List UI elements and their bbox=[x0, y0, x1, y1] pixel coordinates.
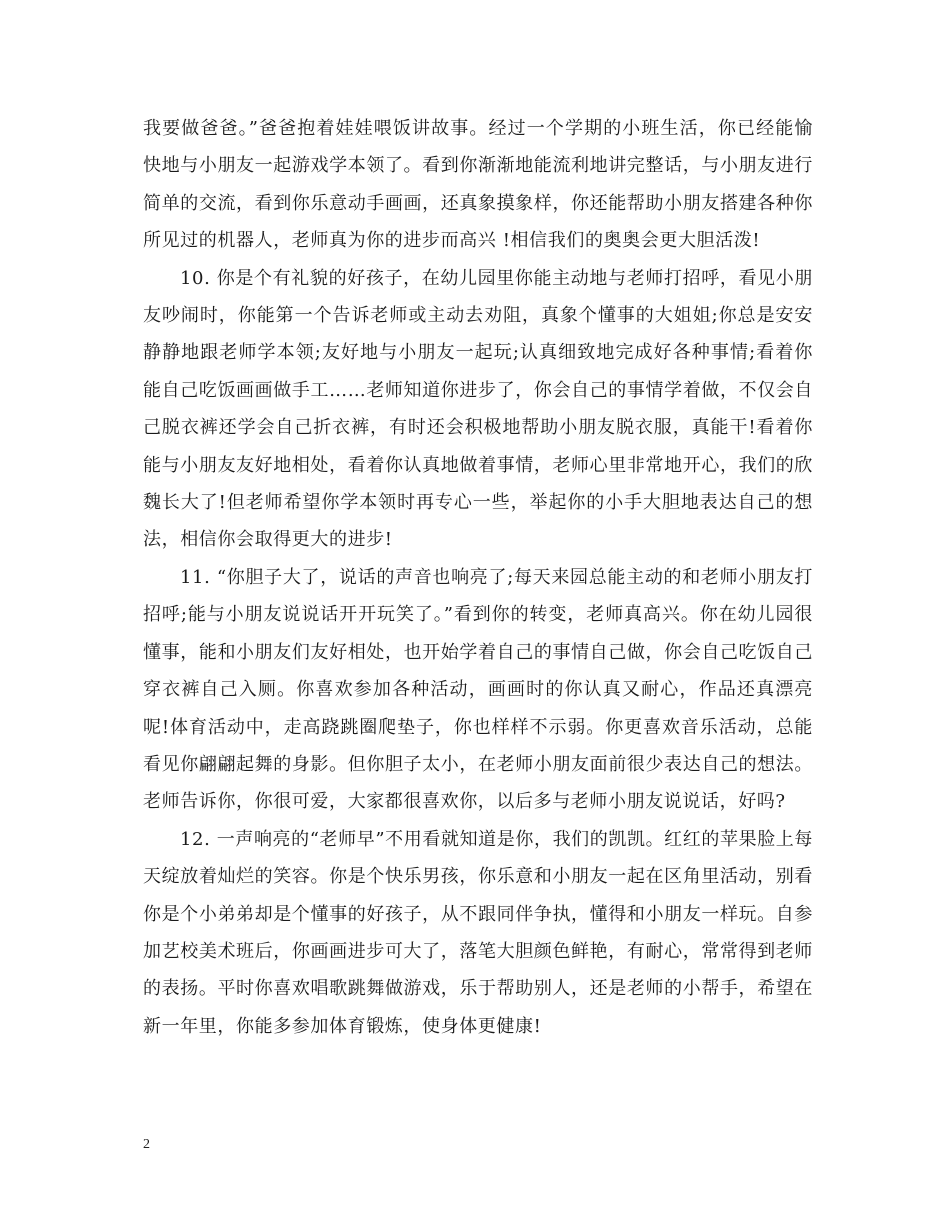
paragraph-item-11: 11. “你胆子大了，说话的声音也响亮了;每天来园总能主动的和老师小朋友打招呼;能与小朋友说说话开开玩笑了。”看到你的转变，老师真高兴。你在幼儿园很懂事，能和小朋友们友好相处，也开始学着自己的事情自己做，你会自己吃饭自己穿衣裤自己入厕。你喜欢参加各种活动，画画时的你认真又耐心，作品还真漂亮呢!体育活动中，走高跷跳圈爬垫子，你也样样不示弱。你更喜欢音乐活动，总能看见你翩翩起舞的身影。但你胆子太小，在老师小朋友面前很少表达自己的想法。老师告诉你，你很可爱，大家都很喜欢你，以后多与老师小朋友说说话，好吗? bbox=[143, 566, 813, 813]
page-number: 2 bbox=[143, 1137, 150, 1152]
paragraph-item-12: 12. 一声响亮的“老师早”不用看就知道是你，我们的凯凯。红红的苹果脸上每天绽放着灿烂的笑容。你是个快乐男孩，你乐意和小朋友一起在区角里活动，别看你是个小弟弟却是个懂事的好孩子，从不跟同伴争执，懂得和小朋友一样玩。自参加艺校美术班后，你画画进步可大了，落笔大胆颜色鲜艳，有耐心，常常得到老师的表扬。平时你喜欢唱歌跳舞做游戏，乐于帮助别人，还是老师的小帮手，希望在新一年里，你能多参加体育锻炼，使身体更健康! bbox=[143, 828, 813, 1037]
paragraph-continuation: 我要做爸爸。”爸爸抱着娃娃喂饭讲故事。经过一个学期的小班生活，你已经能愉快地与小朋友一起游戏学本领了。看到你渐渐地能流利地讲完整话，与小朋友进行简单的交流，看到你乐意动手画画，还真象摸象样，你还能帮助小朋友搭建各种你所见过的机器人，老师真为你的进步而高兴 !相信我们的奥奥会更大胆活泼! bbox=[143, 118, 813, 252]
paragraph-item-10: 10. 你是个有礼貌的好孩子，在幼儿园里你能主动地与老师打招呼，看见小朋友吵闹时，你能第一个告诉老师或主动去劝阻，真象个懂事的大姐姐;你总是安安静静地跟老师学本领;友好地与小朋友一起玩;认真细致地完成好各种事情;看着你能自己吃饭画画做手工……老师知道你进步了，你会自己的事情学着做，不仅会自己脱衣裤还学会自己折衣裤，有时还会积极地帮助小朋友脱衣服，真能干!看着你能与小朋友友好地相处，看着你认真地做着事情，老师心里非常地开心，我们的欣魏长大了!但老师希望你学本领时再专心一些，举起你的小手大胆地表达自己的想法，相信你会取得更大的进步! bbox=[143, 267, 813, 551]
body-text bbox=[143, 110, 813, 1045]
